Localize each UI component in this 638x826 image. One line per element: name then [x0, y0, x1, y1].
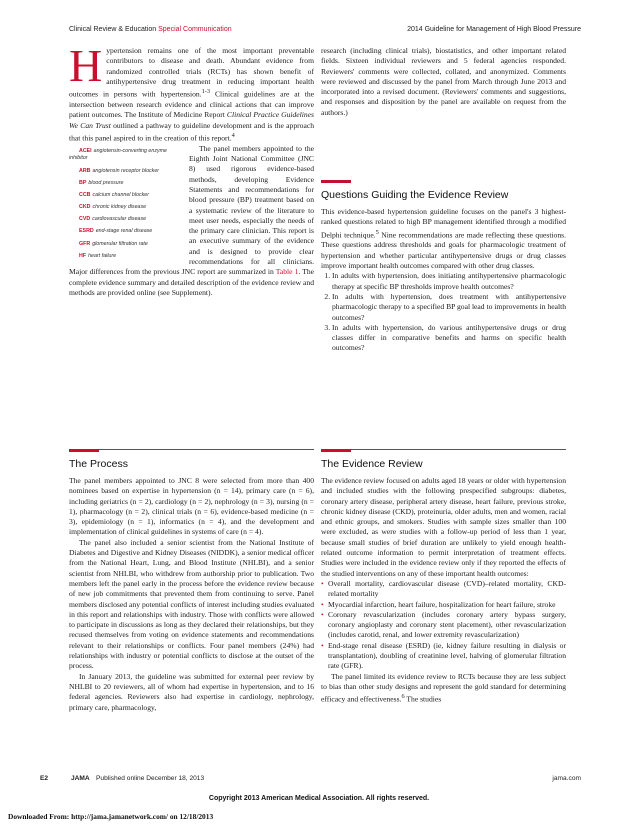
abbreviation-item [69, 253, 181, 261]
abbreviation-item [69, 148, 181, 163]
abbreviation-definition: angiotensin-converting enzyme inhibitor [69, 147, 167, 162]
table-reference-link[interactable]: Table 1 [275, 267, 299, 277]
abbreviation-definition: end-stage renal disease [95, 228, 153, 235]
column-rule [321, 449, 566, 450]
bullet-icon: • [321, 609, 324, 619]
outcome-item [321, 641, 566, 672]
outcome-item [321, 600, 566, 610]
abbreviation-definition: cardiovascular disease [92, 216, 147, 223]
drop-cap: H [69, 40, 103, 91]
bullet-icon: • [321, 599, 324, 609]
evidence-section [321, 458, 566, 705]
outcome-text: End-stage renal disease (ESRD) (ie, kidney failure resulting in dialysis or transplantation), doubling of creatinine level, halving of glomerular filtration rate (GFR). [328, 640, 566, 671]
report-title: Clinical Practice Guidelines We Can Trust [69, 110, 314, 130]
evidence-title: The Evidence Review [321, 458, 423, 470]
questions-list [321, 271, 566, 353]
process-section [69, 458, 314, 713]
intro-paragraph-2: ACEI angiotensin-converting enzyme inhibitor ARB angiotensin receptor blocker BP blood pressure CCB calcium channel blocker CKD chronic kidney disease CVD cardiovascular disease ESRD end-stage renal disease GFR glomerular filtration rate HF heart failure The panel members appointed to the Eighth Joint National Committee (JNC 8) used rigorous evidence-based methods, developing Evidence Statements and recommendations for blood pressure (BP) treatment based on a systematic review of the literature to meet user needs, especially the needs of the primary care clinician. This report is an executive summary of the evidence and is designed to provide clear recommendations for all clinicians. Major differences from the previous JNC report are summarized in Table 1. The complete evidence summary and detailed description of the evidence review and methods are provided online (see Supplement). [69, 143, 315, 297]
citation: 4 [231, 131, 235, 139]
bullet-icon: • [321, 640, 324, 650]
reviewer-paragraph: research (including clinical trials), biostatistics, and other important related fields. Sixteen individual reviewers and 5 federal agencies responded. Reviewers' comments were collected, collated, and anonymized. Comments were reviewed and discussed by the panel from March through June 2013 and incorporated into a revised document. (Reviewers' comments and suggestions, and responses and disposition by the panel are available on request from the authors.) [321, 46, 566, 117]
citation: 6 [401, 693, 405, 701]
process-paragraph-1: The panel members appointed to JNC 8 were selected from more than 400 nominees based on expertise in hypertension (n = 14), primary care (n = 6), including geriatrics (n = 2), cardiology (n = 2), nephrology (n = 3), nursing (n = 1), pharmacology (n = 2), clinical trials (n = 6), evidence-based medicine (n = 3), epidemiology (n = 1), informatics (n = 4), and the development and implementation of clinical guidelines in systems of care (n = 4). [69, 476, 314, 537]
abbreviation-code: ESRD [79, 228, 94, 235]
abbreviation-definition: heart failure [88, 252, 117, 259]
section-accent-bar [69, 449, 99, 452]
abbreviation-code: GFR [79, 240, 91, 247]
intro-paragraph-1: Hypertension remains one of the most important preventable contributors to disease and death. Abundant evidence from randomized controlled trials (RCTs) has shown benefit of antihypertensive drug treatment in reducing important health outcomes in persons with hypertension.$^{1-3}$ Clinical guidelines are at the intersection between research evidence and clinical actions that can improve patient outcomes. The Institute of Medicine Report Clinical Practice Guidelines We Can Trust outlined a pathway to guideline development and is the approach that this panel aspired to in the creation of this report.$^4$ [69, 40, 314, 143]
abbreviation-code: CCB [79, 191, 91, 198]
abbreviation-code: CKD [79, 204, 91, 211]
outcome-item [321, 579, 566, 600]
abbreviation-item [69, 168, 181, 176]
questions-title: Questions Guiding the Evidence Review [321, 189, 509, 201]
abbreviation-item [69, 204, 181, 212]
outcome-item [321, 610, 566, 641]
citation: 1-3 [201, 88, 211, 96]
abbreviation-item [69, 192, 181, 200]
page-number: E2 [40, 775, 49, 782]
download-stamp: Downloaded From: http://jama.jamanetwork.com/ on 12/18/2013 [8, 812, 214, 821]
question-item: 3. In adults with hypertension, do various antihypertensive drugs or drug classes differ in comparative benefits and harms on specific health outcomes? [332, 323, 566, 354]
abbreviation-definition: blood pressure [88, 179, 124, 186]
abbreviation-code: BP [79, 179, 87, 186]
outcomes-list [321, 579, 566, 672]
section-label: Clinical Review & Education [69, 26, 157, 33]
abbreviation-item [69, 241, 181, 249]
running-title: 2014 Guideline for Management of High Blood Pressure [407, 26, 581, 33]
question-item: 1. In adults with hypertension, does initiating antihypertensive pharmacologic therapy at specific BP thresholds improve health outcomes? [332, 271, 566, 292]
question-item: 2. In adults with hypertension, does treatment with antihypertensive pharmacologic therapy to a specified BP goal lead to improvements in health outcomes? [332, 292, 566, 323]
abbreviation-code: ARB [79, 167, 91, 174]
process-title: The Process [69, 458, 128, 470]
bullet-icon: • [321, 578, 324, 588]
abbreviation-item [69, 180, 181, 188]
abbreviation-definition: calcium channel blocker [92, 191, 150, 198]
column-rule [69, 449, 314, 450]
abbreviation-code: HF [79, 252, 87, 259]
citation: 5 [375, 228, 379, 236]
journal-name: JAMA [71, 775, 90, 782]
abbreviation-item [69, 216, 181, 224]
publication-date: Published online December 18, 2013 [96, 775, 205, 782]
evidence-paragraph-2: The panel limited its evidence review to RCTs because they are less subject to bias than other study designs and represent the gold standard for determining efficacy and effectiveness.$^6$ The studies [321, 671, 566, 704]
journal-site-link[interactable]: jama.com [552, 775, 581, 782]
abbreviation-definition: chronic kidney disease [92, 204, 147, 211]
abbreviation-code: CVD [79, 216, 91, 223]
subsection-label: Special Communication [158, 26, 232, 33]
questions-intro: This evidence-based hypertension guideline focuses on the panel's 3 highest-ranked questions related to high BP management identified through a modified Delphi technique.$^5$ Nine recommendations are made reflecting these questions. These questions address thresholds and goals for pharmacologic treatment of hypertension and whether particular antihypertensive drugs or drug classes improve important health outcomes compared with other drug classes. [321, 207, 567, 271]
evidence-paragraph-1: The evidence review focused on adults aged 18 years or older with hypertension and included studies with the following prespecified subgroups: diabetes, coronary artery disease, peripheral artery disease, heart failure, previous stroke, chronic kidney disease (CKD), proteinuria, older adults, men and women, racial and ethnic groups, and smokers. Studies with sample sizes smaller than 100 were excluded, as were studies with a follow-up period of less than 1 year, because small studies of brief duration are unlikely to yield enough health-related outcome information to permit interpretation of treatment effects. Studies were included in the evidence review only if they reported the effects of the studied interventions on any of these important health outcomes: [321, 476, 566, 578]
abbreviation-definition: glomerular filtration rate [92, 240, 148, 247]
abbreviation-code: ACEI [79, 147, 92, 154]
outcome-text: Myocardial infarction, heart failure, hospitalization for heart failure, stroke [328, 599, 556, 609]
intro-section [69, 40, 315, 298]
abbreviations-box [69, 148, 181, 265]
process-paragraph-2: The panel also included a senior scientist from the National Institute of Diabetes and Digestive and Kidney Diseases (NIDDK), a senior medical officer from the National Heart, Lung, and Blood Institute (NHLBI), and a senior scientist from NHLBI, who withdrew from authorship prior to publication. Two members left the panel early in the process before the evidence review because of new job commitments that prevented them from continuing to serve. Panel members disclosed any potential conflicts of interest including studies evaluated in this report and relationships with industry. Those with conflicts were allowed to participate in discussions as long as they declared their relationships, but they recused themselves from voting on evidence statements and recommendations relevant to their relationships or conflicts. Four panel members (24%) had relationships with industry or potential conflicts to disclose at the outset of the process. [69, 537, 314, 671]
section-accent-bar [321, 449, 351, 452]
section-accent-bar [321, 180, 351, 183]
questions-section [321, 189, 566, 354]
abbreviation-item [69, 228, 181, 236]
process-paragraph-3: In January 2013, the guideline was submitted for external peer review by NHLBI to 20 reviewers, all of whom had expertise in hypertension, and to 16 federal agencies. Reviewers also had expertise in cardiology, nephrology, primary care, pharmacology, [69, 671, 314, 712]
running-header-left [69, 26, 232, 33]
abbreviation-definition: angiotensin receptor blocker [92, 167, 160, 174]
copyright-notice: Copyright 2013 American Medical Association. All rights reserved. [208, 795, 430, 802]
outcome-text: Coronary revascularization (includes coronary artery bypass surgery, coronary angioplasty and coronary stent placement), other revascularization (includes carotid, renal, and lower extremity revascularization) [328, 609, 566, 640]
outcome-text: Overall mortality, cardiovascular disease (CVD)–related mortality, CKD-related mortality [328, 578, 566, 599]
